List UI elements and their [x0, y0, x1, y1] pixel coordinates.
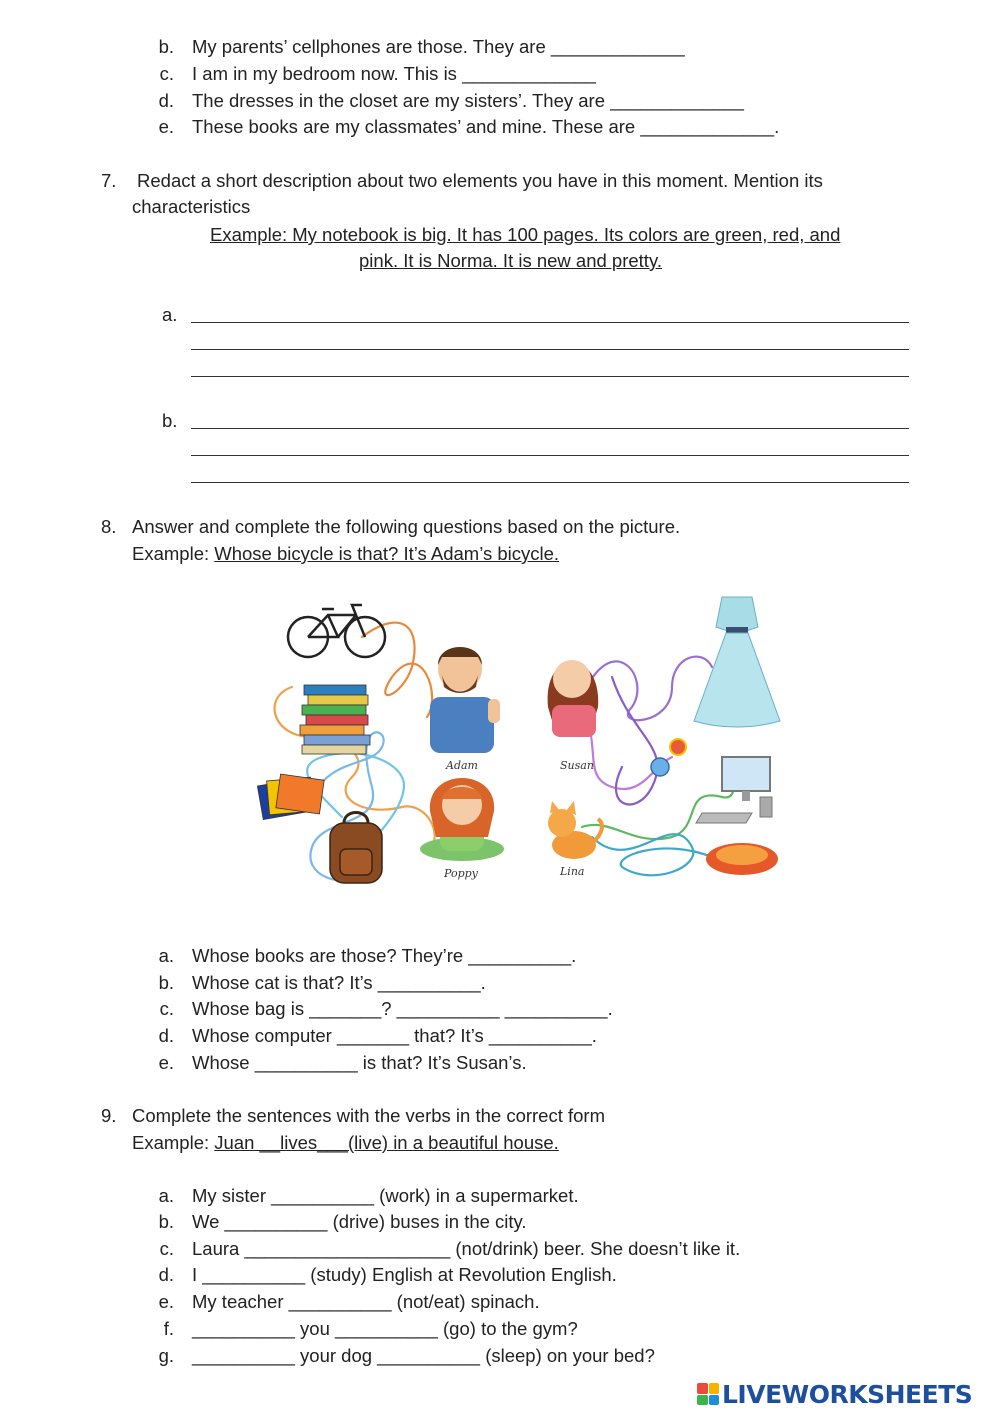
q9-item-b-text: We __________ (drive) buses in the city.	[192, 1211, 527, 1232]
matching-picture	[252, 587, 782, 897]
q6-item-b-marker: b.	[158, 36, 174, 57]
q7-number: 7.	[101, 170, 117, 191]
pet-bed-icon	[706, 843, 778, 875]
poppy-label: Poppy	[444, 867, 478, 880]
q9-item-e-marker: e.	[158, 1291, 174, 1312]
adam-label: Adam	[446, 759, 478, 772]
backpack-icon	[330, 813, 382, 884]
q7-answer-b-line2[interactable]	[191, 455, 909, 456]
q8-item-d-marker: d.	[158, 1025, 174, 1046]
q9-prompt: Complete the sentences with the verbs in the correct form	[132, 1105, 605, 1126]
q7-example-line2: pink. It is Norma. It is new and pretty.	[359, 250, 662, 271]
q6-item-b-text: My parents’ cellphones are those. They are _____________	[192, 36, 685, 57]
q7-answer-a-line3[interactable]	[191, 376, 909, 377]
susan-figure	[548, 660, 599, 737]
q7-answer-b-marker: b.	[162, 410, 178, 431]
cat-icon	[548, 801, 602, 859]
q6-item-e-text: These books are my classmates’ and mine. These are _____________.	[192, 116, 780, 137]
q7-answer-b-line1[interactable]	[191, 428, 909, 429]
q8-example	[132, 543, 559, 565]
q9-example	[132, 1132, 559, 1154]
folders-icon	[257, 774, 324, 819]
liveworksheets-logo[interactable]	[697, 1380, 972, 1408]
lina-label: Lina	[560, 865, 585, 878]
q9-item-g-text: __________ your dog __________ (sleep) on your bed?	[192, 1345, 655, 1366]
q7-prompt-line1: Redact a short description about two elements you have in this moment. Mention its	[137, 170, 823, 191]
books-stack-icon	[300, 685, 370, 754]
q9-item-d-marker: d.	[158, 1264, 174, 1285]
q6-item-c-marker: c.	[159, 63, 174, 84]
q8-item-c-marker: c.	[159, 998, 174, 1019]
q7-answer-a-marker: a.	[162, 304, 178, 325]
q8-item-d-text: Whose computer _______ that? It’s __________.	[192, 1025, 597, 1046]
q8-number: 8.	[101, 516, 117, 537]
susan-label: Susan	[560, 759, 594, 772]
q8-item-a-marker: a.	[158, 945, 174, 966]
computer-icon	[696, 757, 772, 823]
line-bicycle-adam	[362, 623, 432, 717]
q9-item-f-text: __________ you __________ (go) to the gym?	[192, 1318, 578, 1339]
q8-item-e-marker: e.	[158, 1052, 174, 1073]
q6-item-d-marker: d.	[158, 90, 174, 111]
q8-example-label: Example:	[132, 543, 215, 564]
logo-square-4	[709, 1395, 720, 1406]
poppy-figure	[420, 778, 504, 861]
q9-example-label: Example:	[132, 1132, 215, 1153]
q9-item-b-marker: b.	[158, 1211, 174, 1232]
q9-item-f-marker: f.	[163, 1318, 174, 1339]
adam-figure	[430, 647, 500, 753]
q8-item-c-text: Whose bag is _______? __________ __________.	[192, 998, 613, 1019]
q7-answer-a-line2[interactable]	[191, 349, 909, 350]
q8-item-b-marker: b.	[158, 972, 174, 993]
q8-example-text: Whose bicycle is that? It’s Adam’s bicycle.	[214, 543, 560, 564]
q6-item-e-marker: e.	[158, 116, 174, 137]
line-susan-dress	[582, 657, 712, 721]
yarn-ball-icon-2	[651, 758, 669, 776]
q9-number: 9.	[101, 1105, 117, 1126]
logo-square-1	[697, 1383, 708, 1394]
q8-item-b-text: Whose cat is that? It’s __________.	[192, 972, 486, 993]
liveworksheets-logo-icon	[697, 1383, 719, 1405]
q6-item-d-text: The dresses in the closet are my sisters’. They are _____________	[192, 90, 744, 111]
logo-square-2	[709, 1383, 720, 1394]
logo-square-3	[697, 1395, 708, 1406]
q7-answer-a-line1[interactable]	[191, 322, 909, 323]
q9-item-g-marker: g.	[158, 1345, 174, 1366]
q9-example-text: Juan __lives___(live) in a beautiful house.	[214, 1132, 559, 1153]
q7-example-line1: Example: My notebook is big. It has 100 pages. Its colors are green, red, and	[210, 224, 841, 245]
q7-answer-b-line3[interactable]	[191, 482, 909, 483]
liveworksheets-logo-text: LIVEWORKSHEETS	[722, 1379, 973, 1409]
q8-prompt: Answer and complete the following questions based on the picture.	[132, 516, 681, 537]
yarn-ball-icon	[670, 739, 686, 755]
q7-prompt-line2: characteristics	[132, 196, 251, 217]
line-yarn-purple	[612, 677, 657, 804]
q9-item-a-text: My sister __________ (work) in a supermarket.	[192, 1185, 579, 1206]
q8-item-e-text: Whose __________ is that? It’s Susan’s.	[192, 1052, 527, 1073]
line-lina-bed	[592, 834, 712, 875]
q9-item-e-text: My teacher __________ (not/eat) spinach.	[192, 1291, 540, 1312]
q9-item-d-text: I __________ (study) English at Revolution English.	[192, 1264, 617, 1285]
q8-item-a-text: Whose books are those? They’re __________.	[192, 945, 577, 966]
q9-item-c-marker: c.	[159, 1238, 174, 1259]
q9-item-a-marker: a.	[158, 1185, 174, 1206]
q9-item-c-text: Laura ____________________ (not/drink) beer. She doesn’t like it.	[192, 1238, 741, 1259]
q6-item-c-text: I am in my bedroom now. This is _____________	[192, 63, 596, 84]
dress-icon	[694, 597, 780, 727]
